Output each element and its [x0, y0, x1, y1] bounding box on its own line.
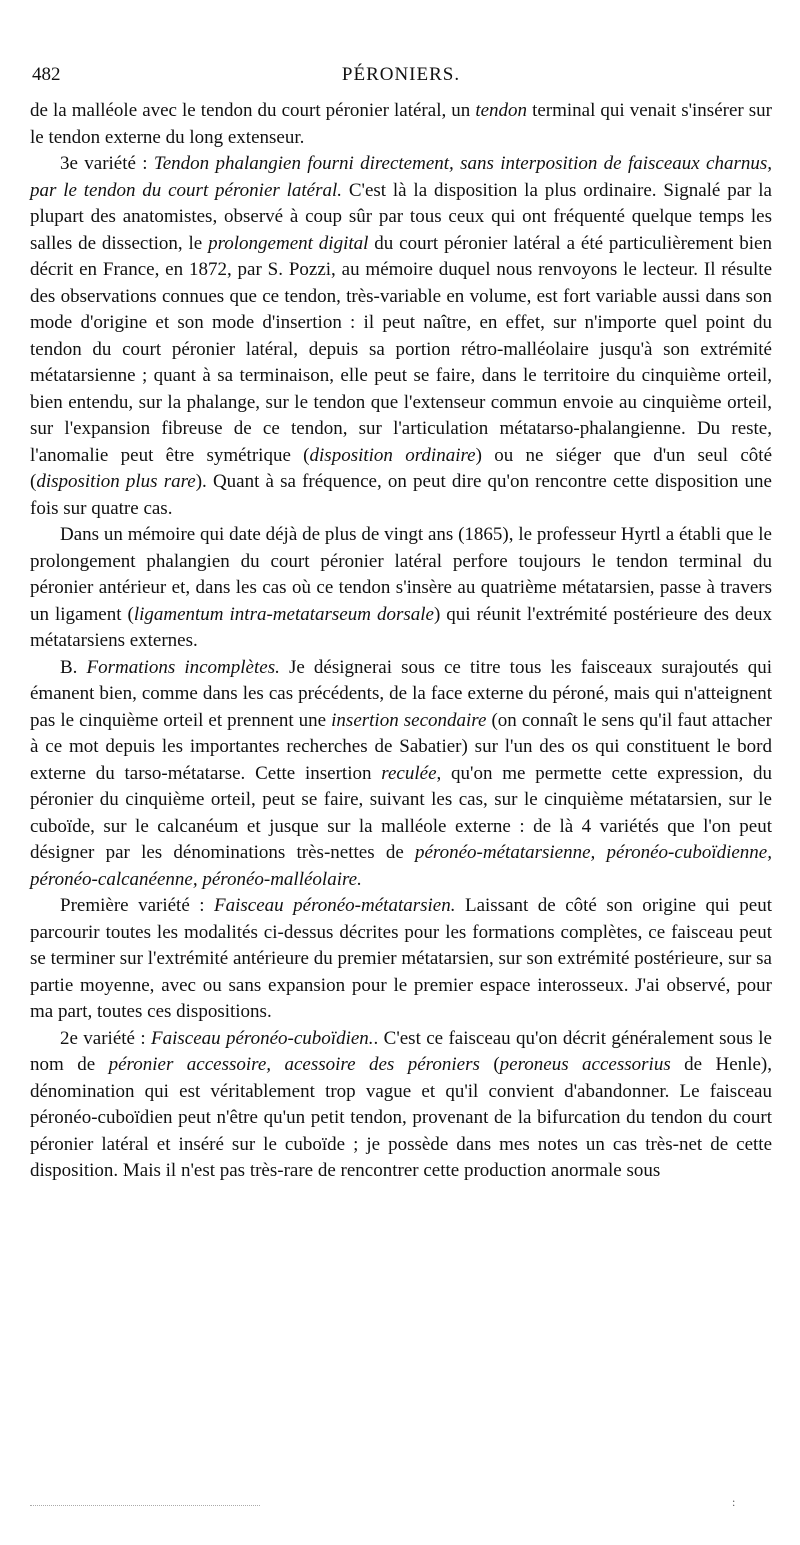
text-run: 3e variété : [60, 153, 154, 174]
italic-run: disposition ordinaire [309, 444, 476, 466]
text-run: de Henle), dénomination qui est véritablement trop vague et qu'il convient d'abandonner. Le faisceau péronéo-cuboïdien peut n'être qu'un petit tendon, provenant de la bifurcation du tendon du court péronier latéral et inséré sur le cuboïde ; je possède dans mes notes un cas très-net de cette disposition. Mais il n'est pas très-rare de rencontrer cette production anormale sous [30, 1054, 772, 1181]
italic-run: Formations incomplètes. [86, 656, 280, 678]
text-run: terminal qui venait s'insérer sur le tendon externe du long extenseur. [30, 100, 772, 148]
text-run: B. [60, 656, 87, 678]
page-number: 482 [32, 64, 61, 85]
italic-run: disposition plus rare [36, 471, 196, 492]
italic-run: péronier accessoire, acessoire des péroniers [108, 1054, 480, 1075]
text-run: ). Quant à sa fréquence, on peut dire qu'on rencontre cette disposition une fois sur quatre cas. [30, 471, 772, 519]
text-run: ) ou ne siéger que d'un seul côté ( [30, 444, 773, 492]
italic-run: reculée [381, 762, 437, 784]
italic-run: ligamentum intra-metatarseum dorsale [133, 603, 434, 625]
page-header [30, 58, 772, 98]
paragraph-2 [30, 151, 772, 522]
text-run: Première variété : [60, 895, 214, 916]
text-run: Je désignerai sous ce titre tous les faisceaux surajoutés qui émanent bien, comme dans les cas précédents, de la face externe du péroné, mais qui n'atteignent pas le cinquième orteil et prennent une [30, 656, 772, 731]
italic-run: péronéo-métatarsienne, péronéo-cuboïdienne, péronéo-calcanéenne, péronéo-malléolaire. [30, 842, 772, 890]
body-text [30, 98, 772, 1185]
italic-run: Faisceau péronéo-métatarsien. [214, 895, 456, 916]
text-run: . C'est ce faisceau qu'on décrit généralement sous le nom de [30, 1027, 772, 1075]
italic-run: insertion secondaire [331, 709, 487, 731]
text-run: du court péronier latéral a été particulièrement bien décrit en France, en 1872, par S. Pozzi, au mémoire duquel nous renvoyons le lecteur. Il résulte des observations connues que ce tendon, très-variable en volume, est fort variable aussi dans son mode d'origine et son mode d'insertion : il peut naître, en effet, sur n'importe quel point du tendon du court péronier latéral, depuis sa portion rétro-malléolaire jusqu'à son extrémité métatarsienne ; quant à sa terminaison, elle peut se faire, dans le territoire du cinquième orteil, bien entendu, sur la phalange, sur le tendon que l'extenseur commun envoie au cinquième orteil, sur l'expansion fibreuse de ce tendon, sur l'articulation métatarso-phalangienne. Du reste, l'anomalie peut être symétrique ( [30, 232, 772, 466]
italic-run: prolongement digital [208, 232, 369, 254]
italic-run: peroneus accessorius [499, 1054, 671, 1075]
text-run: Laissant de côté son origine qui peut parcourir toutes les modalités ci-dessus décrites pour les formations complètes, ce faisceau peut se terminer sur l'extrémité antérieure du premier métatarsien, sur son extrémité postérieure, sur sa partie moyenne, avec ou sans expansion pour le premier espace interosseux. J'ai observé, pour ma part, toutes ces dispositions. [30, 895, 772, 1022]
text-run: ( [479, 1054, 500, 1075]
running-title: PÉRONIERS. [341, 64, 461, 85]
paragraph-6 [30, 1026, 772, 1185]
page [30, 0, 772, 1185]
text-run: de la malléole avec le tendon du court péronier latéral, un [30, 100, 476, 121]
text-run: Dans un mémoire qui date déjà de plus de vingt ans (1865), le professeur Hyrtl a établi que le prolongement phalangien du court péronier latéral perfore toujours le tendon terminal du péronier antérieur et, dans les cas où ce tendon s'insère au quatrième métatarsien, passe à travers un ligament ( [30, 524, 772, 625]
text-run: C'est là la disposition la plus ordinaire. Signalé par la plupart des anatomistes, observé à coup sûr par tous ceux qui ont fréquenté quelque temps les salles de dissection, le [30, 179, 772, 254]
footer-scan-noise [30, 1505, 260, 1508]
italic-run: Tendon phalangien fourni directement, sans interposition de faisceaux charnus, par le tendon du court péronier latéral. [30, 153, 772, 201]
text-run: ) qui réunit l'extrémité postérieure des deux métatarsiens externes. [30, 603, 772, 651]
text-run: , qu'on me permette cette expression, du péronier du cinquième orteil, peut se faire, suivant les cas, sur le cinquième métatarsien, sur le cuboïde, sur le calcanéum et jusque sur la malléole externe : de là 4 variétés que l'on peut désigner par les dénominations très-nettes de [30, 762, 773, 863]
text-run: 2e variété : [60, 1027, 151, 1049]
paragraph-4 [30, 655, 772, 894]
paragraph-5 [30, 893, 772, 1026]
footer-mark: : [732, 1495, 736, 1509]
paragraph-1 [30, 98, 772, 151]
text-run: (on connaît le sens qu'il faut attacher à ce mot depuis les importantes recherches de Sabatier) sur l'un des os qui constituent le bord externe du tarso-métatarse. Cette insertion [30, 709, 773, 784]
paragraph-3 [30, 522, 772, 655]
italic-run: tendon [475, 100, 528, 121]
italic-run: Faisceau péronéo-cuboïdien. [150, 1027, 374, 1049]
